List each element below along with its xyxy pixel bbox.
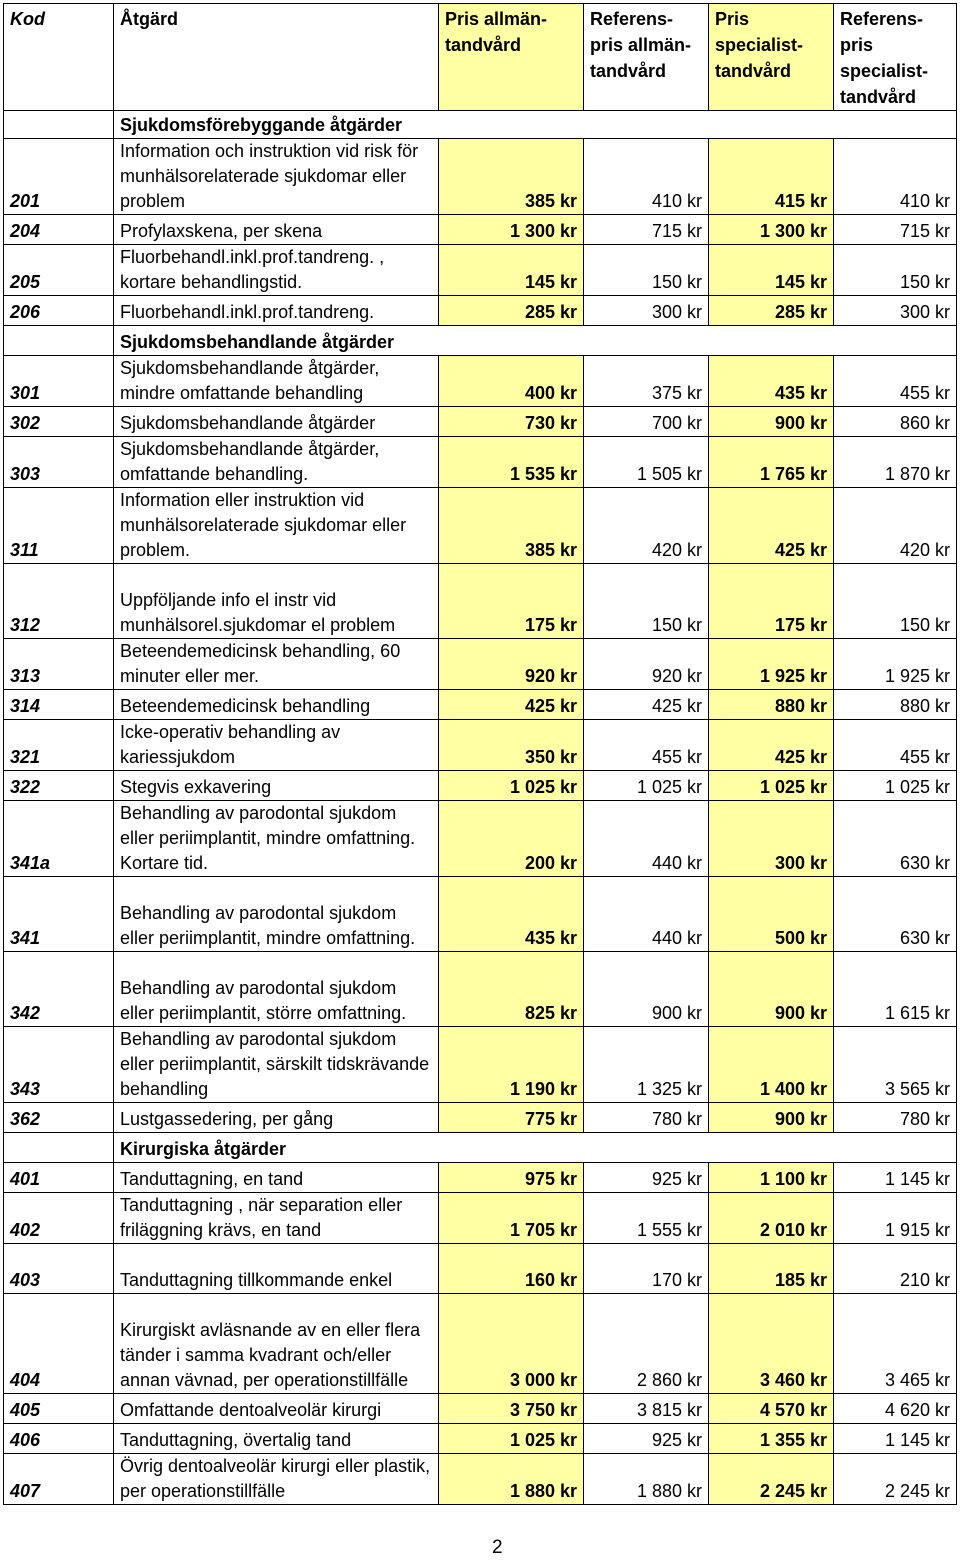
pris-allman-cell: 435 kr [439,877,584,952]
pris-spec-cell: 425 kr [709,488,834,564]
table-row [4,407,957,437]
pris-spec-cell: 285 kr [709,296,834,326]
row-kod: 341 [4,877,114,952]
ref-spec-cell: 1 145 kr [834,1424,957,1454]
header-kod: Kod [4,4,114,111]
section-title: Sjukdomsbehandlande åtgärder [114,326,957,356]
ref-allman-cell: 425 kr [584,690,709,720]
table-row [4,720,957,771]
ref-allman-cell: 925 kr [584,1424,709,1454]
row-kod: 301 [4,356,114,407]
ref-spec-cell: 420 kr [834,488,957,564]
ref-spec-cell: 1 925 kr [834,639,957,690]
pris-spec-cell: 145 kr [709,245,834,296]
section-title: Kirurgiska åtgärder [114,1133,957,1163]
ref-spec-cell: 455 kr [834,720,957,771]
pris-spec-cell: 1 765 kr [709,437,834,488]
table-row [4,488,957,564]
pris-spec-cell: 880 kr [709,690,834,720]
row-atgard: Fluorbehandl.inkl.prof.tandreng. [114,296,439,326]
pris-allman-cell: 385 kr [439,488,584,564]
pris-spec-cell: 185 kr [709,1244,834,1294]
row-kod: 322 [4,771,114,801]
row-atgard: Fluorbehandl.inkl.prof.tandreng. , kortare behandlingstid. [114,245,439,296]
pris-allman-cell: 1 705 kr [439,1193,584,1244]
pris-allman-cell: 385 kr [439,139,584,215]
table-row [4,801,957,877]
section-kod [4,111,114,139]
ref-spec-cell: 860 kr [834,407,957,437]
pris-spec-cell: 415 kr [709,139,834,215]
row-atgard: Information eller instruktion vid munhälsorelaterade sjukdomar eller problem. [114,488,439,564]
ref-allman-cell: 3 815 kr [584,1394,709,1424]
ref-spec-cell: 410 kr [834,139,957,215]
row-atgard: Kirurgiskt avläsnande av en eller flera tänder i samma kvadrant och/eller annan vävnad, per operationstillfälle [114,1294,439,1394]
pris-spec-cell: 1 925 kr [709,639,834,690]
pris-allman-cell: 1 300 kr [439,215,584,245]
table-row [4,296,957,326]
ref-allman-cell: 150 kr [584,245,709,296]
table-row [4,1193,957,1244]
ref-allman-cell: 925 kr [584,1163,709,1193]
section-row [4,111,957,139]
pris-spec-cell: 900 kr [709,1103,834,1133]
row-kod: 303 [4,437,114,488]
section-kod [4,326,114,356]
pris-spec-cell: 175 kr [709,564,834,639]
table-row [4,639,957,690]
row-kod: 321 [4,720,114,771]
table-row [4,1103,957,1133]
pris-spec-cell: 900 kr [709,407,834,437]
ref-spec-cell: 150 kr [834,245,957,296]
row-atgard: Uppföljande info el instr vid munhälsorel.sjukdomar el problem [114,564,439,639]
row-atgard: Tanduttagning tillkommande enkel [114,1244,439,1294]
row-atgard: Övrig dentoalveolär kirurgi eller plastik, per operationstillfälle [114,1454,439,1505]
table-row [4,877,957,952]
pris-allman-cell: 730 kr [439,407,584,437]
section-row [4,326,957,356]
pris-spec-cell: 3 460 kr [709,1294,834,1394]
row-kod: 403 [4,1244,114,1294]
ref-allman-cell: 700 kr [584,407,709,437]
ref-spec-cell: 2 245 kr [834,1454,957,1505]
table-row [4,771,957,801]
row-kod: 343 [4,1027,114,1103]
ref-spec-cell: 630 kr [834,801,957,877]
pris-allman-cell: 1 535 kr [439,437,584,488]
pris-spec-cell: 1 355 kr [709,1424,834,1454]
table-row [4,245,957,296]
row-kod: 302 [4,407,114,437]
row-atgard: Information och instruktion vid risk för munhälsorelaterade sjukdomar eller problem [114,139,439,215]
ref-allman-cell: 1 880 kr [584,1454,709,1505]
pris-allman-cell: 920 kr [439,639,584,690]
pris-allman-cell: 160 kr [439,1244,584,1294]
row-atgard: Tanduttagning, övertalig tand [114,1424,439,1454]
table-row [4,356,957,407]
row-atgard: Stegvis exkavering [114,771,439,801]
row-kod: 201 [4,139,114,215]
row-kod: 314 [4,690,114,720]
pris-allman-cell: 825 kr [439,952,584,1027]
pris-spec-cell: 300 kr [709,801,834,877]
pris-spec-cell: 425 kr [709,720,834,771]
row-atgard: Beteendemedicinsk behandling, 60 minuter eller mer. [114,639,439,690]
row-atgard: Behandling av parodontal sjukdom eller periimplantit, större omfattning. [114,952,439,1027]
ref-allman-cell: 440 kr [584,801,709,877]
ref-allman-cell: 420 kr [584,488,709,564]
section-kod [4,1133,114,1163]
table-row [4,690,957,720]
table-row [4,1454,957,1505]
ref-allman-cell: 1 505 kr [584,437,709,488]
row-kod: 313 [4,639,114,690]
ref-spec-cell: 715 kr [834,215,957,245]
ref-allman-cell: 410 kr [584,139,709,215]
table-row [4,1244,957,1294]
row-kod: 204 [4,215,114,245]
table-row [4,1294,957,1394]
row-atgard: Behandling av parodontal sjukdom eller periimplantit, särskilt tidskrävande behandling [114,1027,439,1103]
row-atgard: Sjukdomsbehandlande åtgärder, omfattande behandling. [114,437,439,488]
pris-allman-cell: 175 kr [439,564,584,639]
table-row [4,1163,957,1193]
ref-allman-cell: 455 kr [584,720,709,771]
ref-spec-cell: 150 kr [834,564,957,639]
pris-allman-cell: 400 kr [439,356,584,407]
pris-allman-cell: 200 kr [439,801,584,877]
pris-spec-cell: 1 400 kr [709,1027,834,1103]
ref-spec-cell: 3 565 kr [834,1027,957,1103]
pris-allman-cell: 1 190 kr [439,1027,584,1103]
ref-spec-cell: 1 615 kr [834,952,957,1027]
table-body [4,111,957,1505]
row-atgard: Lustgassedering, per gång [114,1103,439,1133]
ref-allman-cell: 1 325 kr [584,1027,709,1103]
ref-spec-cell: 300 kr [834,296,957,326]
row-kod: 311 [4,488,114,564]
header-atgard: Åtgärd [114,4,439,111]
row-atgard: Icke-operativ behandling av kariessjukdom [114,720,439,771]
ref-allman-cell: 780 kr [584,1103,709,1133]
pris-spec-cell: 1 300 kr [709,215,834,245]
table-row [4,952,957,1027]
row-atgard: Tanduttagning , när separation eller friläggning krävs, en tand [114,1193,439,1244]
table-row [4,564,957,639]
row-kod: 404 [4,1294,114,1394]
pris-spec-cell: 2 010 kr [709,1193,834,1244]
pris-allman-cell: 1 025 kr [439,771,584,801]
price-table [3,3,957,1505]
ref-spec-cell: 780 kr [834,1103,957,1133]
table-row [4,1424,957,1454]
pris-allman-cell: 285 kr [439,296,584,326]
page-number: 2 [492,1537,503,1558]
row-kod: 362 [4,1103,114,1133]
ref-allman-cell: 900 kr [584,952,709,1027]
pris-allman-cell: 3 000 kr [439,1294,584,1394]
pris-allman-cell: 775 kr [439,1103,584,1133]
row-kod: 407 [4,1454,114,1505]
ref-allman-cell: 440 kr [584,877,709,952]
section-title: Sjukdomsförebyggande åtgärder [114,111,957,139]
pris-spec-cell: 900 kr [709,952,834,1027]
ref-spec-cell: 1 025 kr [834,771,957,801]
pris-allman-cell: 350 kr [439,720,584,771]
row-kod: 206 [4,296,114,326]
row-atgard: Behandling av parodontal sjukdom eller periimplantit, mindre omfattning. Kortare tid. [114,801,439,877]
row-kod: 402 [4,1193,114,1244]
ref-spec-cell: 1 145 kr [834,1163,957,1193]
pris-allman-cell: 1 025 kr [439,1424,584,1454]
pris-spec-cell: 1 100 kr [709,1163,834,1193]
ref-spec-cell: 210 kr [834,1244,957,1294]
ref-allman-cell: 1 555 kr [584,1193,709,1244]
pris-allman-cell: 425 kr [439,690,584,720]
table-row [4,139,957,215]
ref-allman-cell: 150 kr [584,564,709,639]
header-row [4,4,957,111]
ref-allman-cell: 375 kr [584,356,709,407]
table-row [4,437,957,488]
pris-spec-cell: 2 245 kr [709,1454,834,1505]
ref-spec-cell: 630 kr [834,877,957,952]
row-atgard: Sjukdomsbehandlande åtgärder [114,407,439,437]
ref-allman-cell: 300 kr [584,296,709,326]
ref-spec-cell: 1 915 kr [834,1193,957,1244]
pris-spec-cell: 500 kr [709,877,834,952]
row-atgard: Sjukdomsbehandlande åtgärder, mindre omfattande behandling [114,356,439,407]
row-kod: 401 [4,1163,114,1193]
pris-allman-cell: 975 kr [439,1163,584,1193]
ref-spec-cell: 4 620 kr [834,1394,957,1424]
row-atgard: Profylaxskena, per skena [114,215,439,245]
ref-spec-cell: 3 465 kr [834,1294,957,1394]
row-atgard: Omfattande dentoalveolär kirurgi [114,1394,439,1424]
row-atgard: Tanduttagning, en tand [114,1163,439,1193]
header-ref-spec: Referens-pris specialist-tandvård [834,4,957,111]
row-atgard: Behandling av parodontal sjukdom eller periimplantit, mindre omfattning. [114,877,439,952]
ref-spec-cell: 455 kr [834,356,957,407]
table-row [4,1027,957,1103]
row-kod: 312 [4,564,114,639]
table-row [4,215,957,245]
pris-spec-cell: 435 kr [709,356,834,407]
row-kod: 405 [4,1394,114,1424]
row-kod: 205 [4,245,114,296]
ref-spec-cell: 880 kr [834,690,957,720]
header-pris-spec: Pris specialist-tandvård [709,4,834,111]
header-pris-allman: Pris allmän-tandvård [439,4,584,111]
ref-spec-cell: 1 870 kr [834,437,957,488]
table-row [4,1394,957,1424]
pris-spec-cell: 4 570 kr [709,1394,834,1424]
ref-allman-cell: 2 860 kr [584,1294,709,1394]
ref-allman-cell: 715 kr [584,215,709,245]
row-kod: 341a [4,801,114,877]
pris-allman-cell: 145 kr [439,245,584,296]
row-kod: 342 [4,952,114,1027]
ref-allman-cell: 170 kr [584,1244,709,1294]
pris-allman-cell: 3 750 kr [439,1394,584,1424]
row-atgard: Beteendemedicinsk behandling [114,690,439,720]
row-kod: 406 [4,1424,114,1454]
pris-allman-cell: 1 880 kr [439,1454,584,1505]
pris-spec-cell: 1 025 kr [709,771,834,801]
ref-allman-cell: 1 025 kr [584,771,709,801]
header-ref-allman: Referens-pris allmän-tandvård [584,4,709,111]
section-row [4,1133,957,1163]
ref-allman-cell: 920 kr [584,639,709,690]
